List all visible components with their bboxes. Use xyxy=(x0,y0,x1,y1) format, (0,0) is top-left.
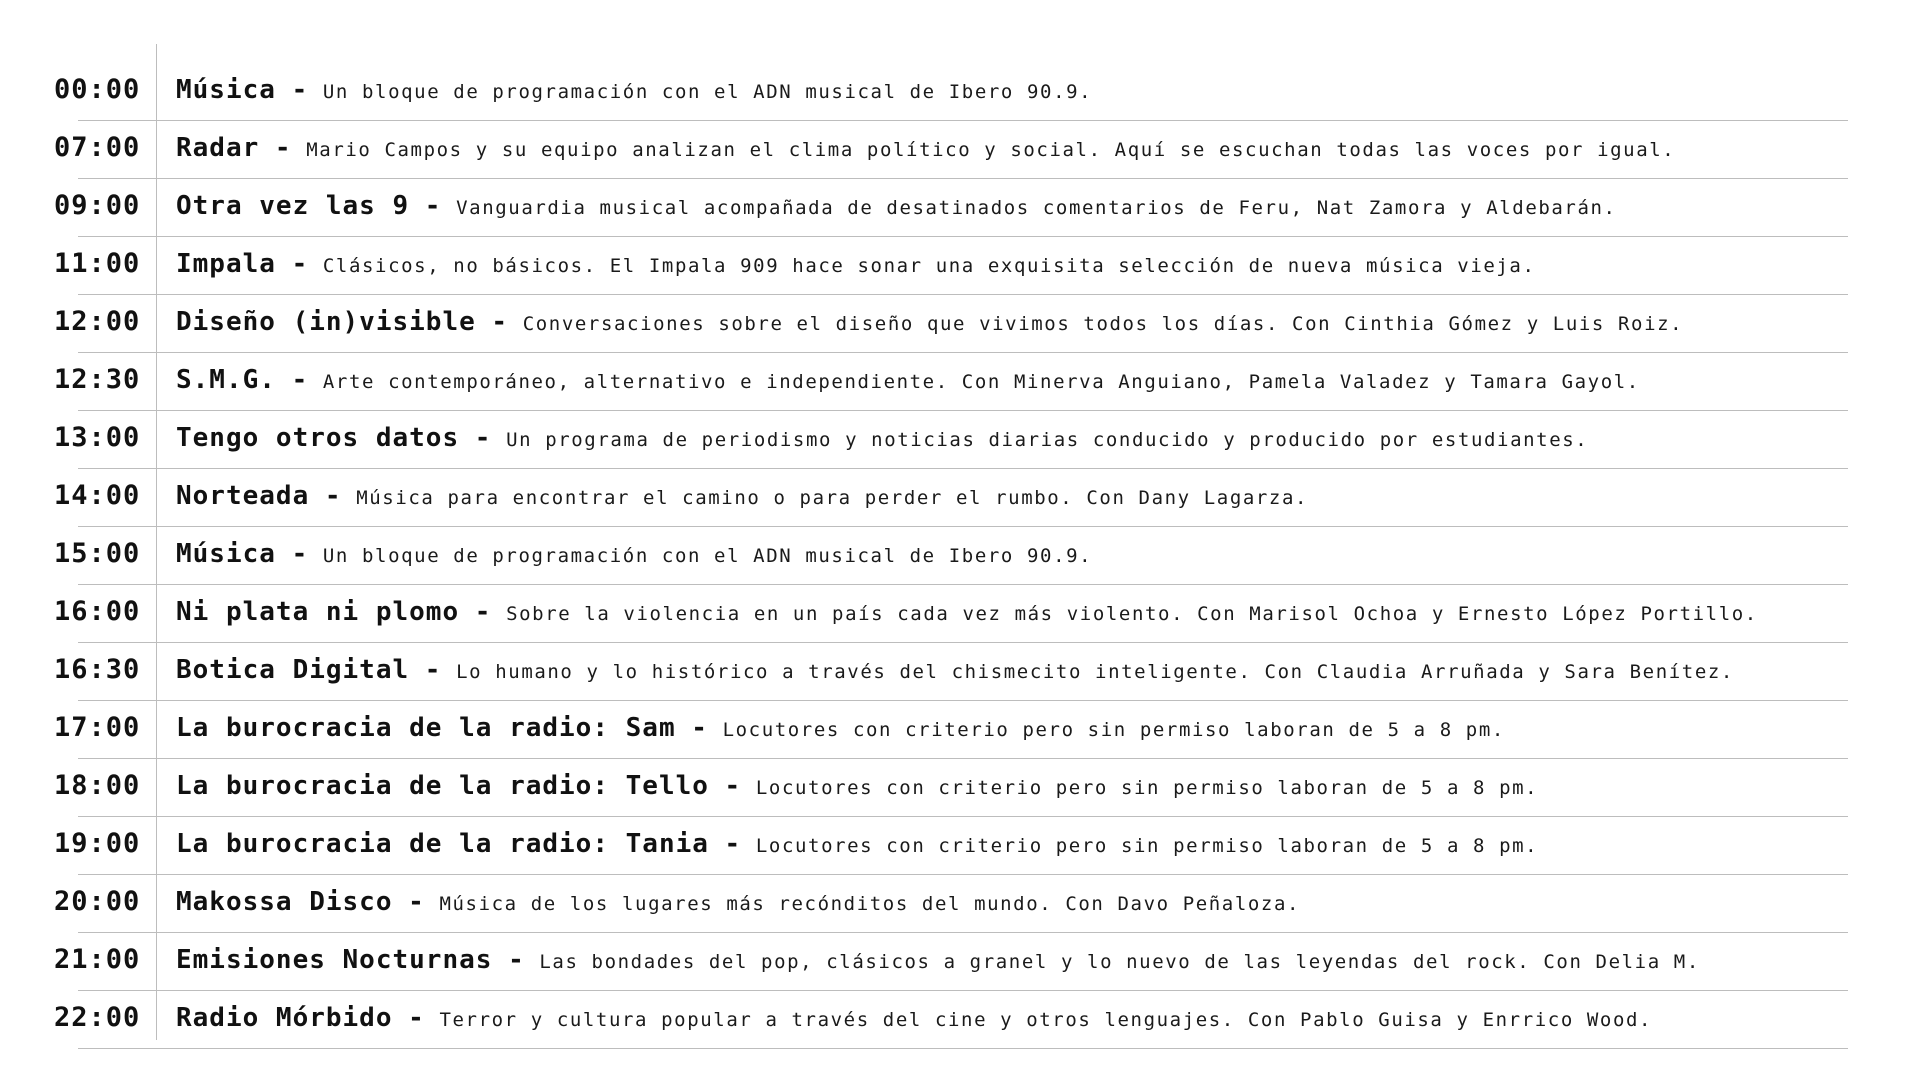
title-separator: - xyxy=(459,597,507,627)
title-separator: - xyxy=(409,191,457,221)
row-divider xyxy=(78,874,1848,875)
schedule-row xyxy=(0,828,1921,886)
schedule-row xyxy=(0,538,1921,596)
program-entry xyxy=(176,190,1617,225)
program-title: Makossa Disco xyxy=(176,887,393,917)
title-separator: - xyxy=(459,423,507,453)
program-description: Conversaciones sobre el diseño que vivimos todos los días. Con Cinthia Gómez y Luis Roiz. xyxy=(522,313,1684,335)
title-separator: - xyxy=(275,539,323,569)
program-entry xyxy=(176,944,1700,979)
program-description: Música para encontrar el camino o para perder el rumbo. Con Dany Lagarza. xyxy=(356,487,1309,509)
title-separator: - xyxy=(275,75,323,105)
row-divider xyxy=(78,1048,1848,1049)
program-title: Impala xyxy=(176,249,276,279)
program-entry xyxy=(176,654,1734,689)
program-entry xyxy=(176,712,1505,747)
title-separator: - xyxy=(675,713,723,743)
program-entry xyxy=(176,770,1538,805)
program-time: 17:00 xyxy=(54,712,141,743)
program-title: Diseño (in)visible xyxy=(176,307,476,337)
row-divider xyxy=(78,700,1848,701)
program-description: Un bloque de programación con el ADN musical de Ibero 90.9. xyxy=(322,81,1093,103)
program-title: Otra vez las 9 xyxy=(176,191,410,221)
program-title: La burocracia de la radio: Tania xyxy=(176,829,709,859)
program-time: 19:00 xyxy=(54,828,141,859)
program-description: Clásicos, no básicos. El Impala 909 hace sonar una exquisita selección de nueva música vieja. xyxy=(322,255,1536,277)
schedule-row xyxy=(0,248,1921,306)
row-divider xyxy=(78,526,1848,527)
program-description: Un programa de periodismo y noticias diarias conducido y producido por estudiantes. xyxy=(506,429,1589,451)
schedule-row xyxy=(0,364,1921,422)
program-description: Las bondades del pop, clásicos a granel y lo nuevo de las leyendas del rock. Con Delia M. xyxy=(539,951,1700,973)
title-separator: - xyxy=(259,133,307,163)
program-title: Tengo otros datos xyxy=(176,423,460,453)
program-entry xyxy=(176,248,1536,283)
program-entry xyxy=(176,480,1308,515)
program-description: Locutores con criterio pero sin permiso laboran de 5 a 8 pm. xyxy=(755,835,1539,857)
program-description: Locutores con criterio pero sin permiso laboran de 5 a 8 pm. xyxy=(755,777,1539,799)
program-time: 13:00 xyxy=(54,422,141,453)
schedule-row xyxy=(0,654,1921,712)
program-entry xyxy=(176,74,1092,109)
title-separator: - xyxy=(708,829,756,859)
program-title: Emisiones Nocturnas xyxy=(176,945,493,975)
program-title: Música xyxy=(176,539,276,569)
program-description: Música de los lugares más recónditos del mundo. Con Davo Peñaloza. xyxy=(439,893,1301,915)
schedule-row xyxy=(0,712,1921,770)
program-time: 12:30 xyxy=(54,364,141,395)
program-description: Mario Campos y su equipo analizan el clima político y social. Aquí se escuchan todas las voces por igual. xyxy=(306,139,1676,161)
row-divider xyxy=(78,468,1848,469)
row-divider xyxy=(78,294,1848,295)
program-description: Locutores con criterio pero sin permiso laboran de 5 a 8 pm. xyxy=(722,719,1505,741)
program-description: Lo humano y lo histórico a través del chismecito inteligente. Con Claudia Arruñada y Sara Benítez. xyxy=(456,661,1734,683)
program-title: Música xyxy=(176,75,276,105)
program-time: 11:00 xyxy=(54,248,141,279)
program-description: Sobre la violencia en un país cada vez más violento. Con Marisol Ochoa y Ernesto López Portillo. xyxy=(506,603,1758,625)
program-time: 12:00 xyxy=(54,306,141,337)
program-time: 16:00 xyxy=(54,596,141,627)
program-title: Botica Digital xyxy=(176,655,410,685)
schedule-row xyxy=(0,306,1921,364)
program-title: Radio Mórbido xyxy=(176,1003,393,1033)
program-description: Arte contemporáneo, alternativo e independiente. Con Minerva Anguiano, Pamela Valadez y Tamara Gayol. xyxy=(322,371,1640,393)
program-entry xyxy=(176,422,1588,457)
row-divider xyxy=(78,758,1848,759)
program-description: Vanguardia musical acompañada de desatinados comentarios de Feru, Nat Zamora y Aldebarán. xyxy=(456,197,1617,219)
row-divider xyxy=(78,816,1848,817)
schedule-row xyxy=(0,74,1921,132)
title-separator: - xyxy=(392,887,440,917)
program-entry xyxy=(176,538,1092,573)
row-divider xyxy=(78,584,1848,585)
program-time: 14:00 xyxy=(54,480,141,511)
schedule-row xyxy=(0,190,1921,248)
row-divider xyxy=(78,236,1848,237)
schedule-row xyxy=(0,422,1921,480)
title-separator: - xyxy=(392,1003,440,1033)
row-divider xyxy=(78,990,1848,991)
program-entry xyxy=(176,886,1300,921)
program-entry xyxy=(176,132,1675,167)
program-entry xyxy=(176,828,1538,863)
schedule-row xyxy=(0,132,1921,190)
row-divider xyxy=(78,642,1848,643)
schedule-row xyxy=(0,1002,1921,1060)
schedule-row xyxy=(0,944,1921,1002)
program-time: 09:00 xyxy=(54,190,141,221)
program-title: S.M.G. xyxy=(176,365,276,395)
program-title: Norteada xyxy=(176,481,310,511)
row-divider xyxy=(78,120,1848,121)
program-entry xyxy=(176,364,1640,399)
program-entry xyxy=(176,306,1683,341)
schedule-row xyxy=(0,886,1921,944)
program-title: La burocracia de la radio: Tello xyxy=(176,771,709,801)
title-separator: - xyxy=(409,655,457,685)
program-description: Terror y cultura popular a través del cine y otros lenguajes. Con Pablo Guisa y Enrrico Wood. xyxy=(439,1009,1653,1031)
program-time: 21:00 xyxy=(54,944,141,975)
title-separator: - xyxy=(309,481,357,511)
schedule-row xyxy=(0,770,1921,828)
program-time: 16:30 xyxy=(54,654,141,685)
program-title: Ni plata ni plomo xyxy=(176,597,460,627)
program-time: 07:00 xyxy=(54,132,141,163)
schedule-row xyxy=(0,596,1921,654)
row-divider xyxy=(78,410,1848,411)
title-separator: - xyxy=(275,365,323,395)
program-description: Un bloque de programación con el ADN musical de Ibero 90.9. xyxy=(322,545,1093,567)
program-time: 22:00 xyxy=(54,1002,141,1033)
program-entry xyxy=(176,1002,1652,1037)
program-title: La burocracia de la radio: Sam xyxy=(176,713,676,743)
row-divider xyxy=(78,932,1848,933)
program-time: 15:00 xyxy=(54,538,141,569)
title-separator: - xyxy=(708,771,756,801)
program-time: 00:00 xyxy=(54,74,141,105)
program-time: 20:00 xyxy=(54,886,141,917)
row-divider xyxy=(78,178,1848,179)
program-entry xyxy=(176,596,1758,631)
program-time: 18:00 xyxy=(54,770,141,801)
title-separator: - xyxy=(492,945,540,975)
title-separator: - xyxy=(475,307,523,337)
schedule-row xyxy=(0,480,1921,538)
title-separator: - xyxy=(275,249,323,279)
row-divider xyxy=(78,352,1848,353)
program-title: Radar xyxy=(176,133,260,163)
